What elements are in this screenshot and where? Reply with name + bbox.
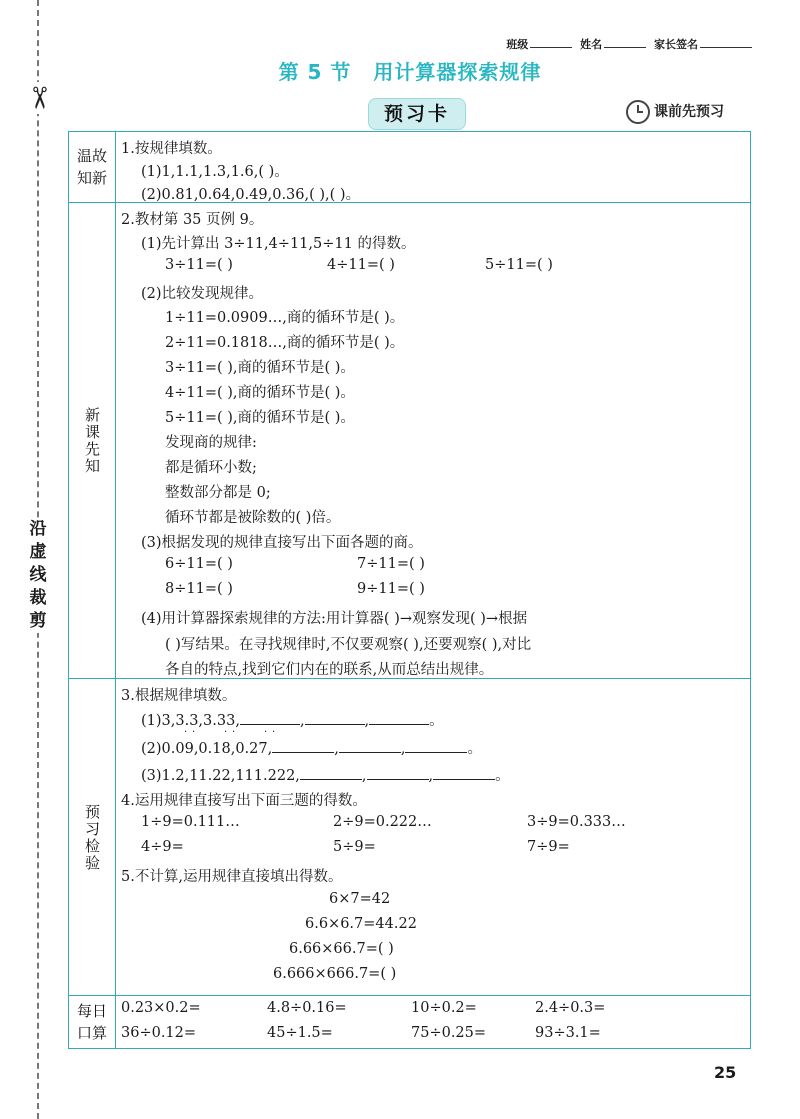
comma: , [428, 768, 434, 784]
mental-calc-5: 36÷0.12= [121, 1025, 197, 1041]
sequence-3-blank-2[interactable] [367, 765, 429, 780]
part-1-a: 3÷11=( ) [165, 257, 233, 273]
multiplication-3: 6.66×66.7=( ) [289, 941, 394, 957]
division-2: 2÷9=0.222… [333, 814, 432, 830]
part-4-line-1: (4)用计算器探索规律的方法:用计算器( )→观察发现( )→根据 [141, 611, 528, 627]
multiplication-1: 6×7=42 [329, 891, 391, 907]
mental-calc-8: 93÷3.1= [535, 1025, 601, 1041]
question-1-title: 1.按规律填数。 [121, 141, 222, 157]
worksheet-table [68, 131, 751, 996]
card-title: 预习卡 [368, 98, 466, 130]
part-3-c: 8÷11=( ) [165, 581, 233, 597]
question-3-title: 3.根据规律填数。 [121, 688, 237, 704]
repeating-dot: · [264, 727, 268, 738]
part-4-line-2: ( )写结果。在寻找规律时,不仅要观察( ),还要观察( ),对比 [165, 637, 532, 653]
scissors-icon: ✂ [18, 82, 58, 114]
section-number: 第 5 节 [278, 60, 352, 84]
section-name: 用计算器探索规律 [373, 60, 542, 84]
part-2: (2)比较发现规律。 [141, 286, 264, 302]
comma: , [361, 768, 367, 784]
part-1: (1)先计算出 3÷11,4÷11,5÷11 的得数。 [141, 236, 416, 252]
student-info-fields [506, 36, 756, 52]
sequence-2-text: (2)0.09,0.18,0.27, [141, 741, 273, 757]
period: 。 [429, 713, 444, 729]
cut-char: 剪 [29, 611, 47, 631]
preview-check-row [69, 678, 750, 996]
class-label: 班级 [506, 38, 529, 51]
preview-check-label: 预习检验 [69, 679, 116, 996]
mental-calc-2: 4.8÷0.16= [267, 1000, 347, 1016]
finding-3: 整数部分都是 0; [165, 485, 271, 501]
cut-char: 沿 [29, 519, 47, 539]
finding-1: 发现商的规律: [165, 435, 257, 451]
division-7: 7÷9= [527, 839, 570, 855]
comma: , [334, 741, 339, 757]
sequence-2-blank-1[interactable] [272, 738, 334, 753]
part-3-a: 6÷11=( ) [165, 556, 233, 572]
cut-char: 线 [29, 565, 47, 585]
pattern-row-4: 4÷11=( ),商的循环节是( )。 [165, 385, 355, 401]
cut-label [28, 518, 48, 633]
part-1-b: 4÷11=( ) [327, 257, 395, 273]
repeating-dot: · [192, 727, 196, 738]
section-title [240, 56, 580, 85]
name-label: 姓名 [580, 38, 603, 51]
period: 。 [467, 741, 482, 757]
parent-signature-label: 家长签名 [654, 38, 698, 51]
review-row [69, 132, 750, 202]
pattern-row-2: 2÷11=0.1818…,商的循环节是( )。 [165, 335, 405, 351]
pattern-row-5: 5÷11=( ),商的循环节是( )。 [165, 410, 355, 426]
sequence-2-blank-2[interactable] [339, 738, 401, 753]
name-field[interactable] [604, 47, 646, 48]
parent-signature-field[interactable] [700, 47, 752, 48]
finding-2: 都是循环小数; [165, 460, 257, 476]
period: 。 [495, 768, 510, 784]
mental-calc-1: 0.23×0.2= [121, 1000, 201, 1016]
mental-calc-7: 75÷0.25= [411, 1025, 487, 1041]
sequence-1-blank-3[interactable] [369, 710, 429, 725]
sequence-1-text: (1)3,3.3,3.33, [141, 713, 240, 729]
question-1-item-1: (1)1,1.1,1.3,1.6,( )。 [141, 164, 289, 180]
part-4-line-3: 各自的特点,找到它们内在的联系,从而总结出规律。 [165, 662, 494, 678]
sequence-3-blank-3[interactable] [433, 765, 495, 780]
comma: , [299, 713, 305, 729]
cut-char: 虚 [29, 542, 47, 562]
multiplication-4: 6.666×666.7=( ) [273, 966, 397, 982]
comma: , [364, 713, 370, 729]
preview-tag-text: 课前先预习 [654, 104, 724, 120]
pattern-row-3: 3÷11=( ),商的循环节是( )。 [165, 360, 355, 376]
question-4-title: 4.运用规律直接写出下面三题的得数。 [121, 793, 367, 809]
page-number: 25 [714, 1063, 737, 1082]
new-lesson-label: 新课先知 [69, 203, 116, 678]
division-5: 5÷9= [333, 839, 376, 855]
division-1: 1÷9=0.111… [141, 814, 240, 830]
daily-calc-box [68, 995, 751, 1049]
sequence-3-text: (3)1.2,11.22,111.222, [141, 768, 300, 784]
mental-calc-3: 10÷0.2= [411, 1000, 477, 1016]
repeating-dot: · [272, 727, 276, 738]
preview-tag [626, 100, 724, 128]
pattern-row-1: 1÷11=0.0909…,商的循环节是( )。 [165, 310, 405, 326]
daily-calc-label-text: 每日口算 [76, 1002, 107, 1042]
question-5-title: 5.不计算,运用规律直接填出得数。 [121, 869, 343, 885]
sequence-1-blank-2[interactable] [305, 710, 365, 725]
mental-calc-4: 2.4÷0.3= [535, 1000, 606, 1016]
review-label-text: 温故知新 [76, 147, 107, 187]
repeating-dot: · [184, 727, 188, 738]
question-2-title: 2.教材第 35 页例 9。 [121, 212, 264, 228]
finding-4: 循环节都是被除数的( )倍。 [165, 510, 341, 526]
class-field[interactable] [530, 47, 572, 48]
sequence-1-blank-1[interactable] [240, 710, 300, 725]
alarm-clock-icon [626, 100, 650, 124]
comma: , [400, 741, 406, 757]
part-3: (3)根据发现的规律直接写出下面各题的商。 [141, 535, 423, 551]
sequence-2 [141, 737, 482, 758]
sequence-3-blank-1[interactable] [300, 765, 362, 780]
part-3-d: 9÷11=( ) [357, 581, 425, 597]
mental-calc-6: 45÷1.5= [267, 1025, 333, 1041]
part-3-b: 7÷11=( ) [357, 556, 425, 572]
repeating-dot: · [232, 727, 236, 738]
review-label [69, 132, 116, 202]
division-3: 3÷9=0.333… [527, 814, 626, 830]
sequence-3 [141, 764, 510, 785]
division-4: 4÷9= [141, 839, 184, 855]
cut-char: 裁 [29, 588, 47, 608]
question-1-item-2: (2)0.81,0.64,0.49,0.36,( ),( )。 [141, 187, 361, 203]
sequence-2-blank-3[interactable] [405, 738, 467, 753]
new-lesson-row [69, 202, 750, 678]
repeating-dot: · [224, 727, 228, 738]
multiplication-2: 6.6×6.7=44.22 [305, 916, 417, 932]
part-1-c: 5÷11=( ) [485, 257, 553, 273]
daily-calc-label [69, 996, 116, 1048]
